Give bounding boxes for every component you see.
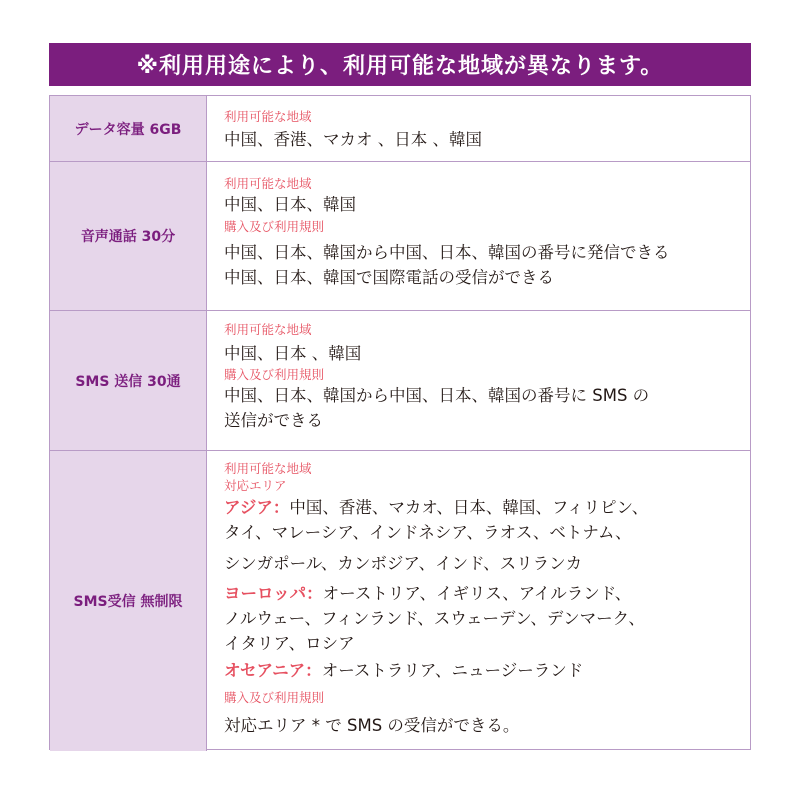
row-value-data <box>224 108 740 152</box>
purchase-rules-text: 中国、日本、韓国で国際電話の受信ができる <box>224 268 554 287</box>
region-europe-countries: イタリア、ロシア <box>224 634 355 653</box>
table-row-data <box>50 96 750 162</box>
available-region-label: 利用可能な地域 <box>224 322 312 337</box>
region-asia-countries: シンガポール、カンボジア、インド、スリランカ <box>224 554 583 573</box>
row-label-sms-send: SMS 送信 30通 <box>50 311 207 450</box>
supported-area-label: 対応エリア <box>224 478 287 493</box>
row-value-sms-receive <box>224 460 740 738</box>
region-asia <box>224 495 740 520</box>
table-row-sms-send <box>50 311 750 451</box>
row-label-sms-receive: SMS受信 無制限 <box>50 451 207 751</box>
region-europe <box>224 581 740 606</box>
available-region-text: 中国、香港、マカオ 、日本 、韓国 <box>224 130 482 149</box>
region-asia-heading: アジア： <box>224 498 290 517</box>
available-region-label: 利用可能な地域 <box>224 109 312 124</box>
row-value-voice <box>224 175 740 290</box>
region-europe-countries: オーストリア、イギリス、アイルランド、 <box>322 584 632 603</box>
usage-table <box>49 95 751 750</box>
row-label-voice: 音声通話 30分 <box>50 162 207 310</box>
purchase-rules-text: 送信ができる <box>224 411 323 430</box>
purchase-rules-label: 購入及び利用規則 <box>224 690 325 705</box>
available-region-label: 利用可能な地域 <box>224 176 312 191</box>
purchase-rules-text: 中国、日本、韓国から中国、日本、韓国の番号に発信できる <box>224 243 670 262</box>
table-row-sms-receive <box>50 451 750 751</box>
region-europe-countries: ノルウェー、フィンランド、スウェーデン、デンマーク、 <box>224 609 645 628</box>
region-oceania <box>224 658 740 683</box>
region-asia-countries: タイ、マレーシア、インドネシア、ラオス、ベトナム、 <box>224 523 632 542</box>
row-value-sms-send <box>224 321 740 433</box>
purchase-rules-label: 購入及び利用規則 <box>224 367 325 382</box>
region-asia-countries: 中国、香港、マカオ、日本、韓国、フィリピン、 <box>289 498 649 517</box>
region-europe-heading: ヨーロッパ： <box>224 584 323 603</box>
purchase-rules-label: 購入及び利用規則 <box>224 219 325 234</box>
row-label-data: データ容量 6GB <box>50 96 207 161</box>
region-oceania-heading: オセアニア： <box>224 661 322 680</box>
available-region-text: 中国、日本、韓国 <box>224 195 356 214</box>
region-oceania-countries: オーストラリア、ニュージーランド <box>321 661 584 680</box>
purchase-rules-text: 中国、日本、韓国から中国、日本、韓国の番号に SMS の <box>224 386 650 405</box>
notice-banner: ※利用用途により、利用可能な地域が異なります。 <box>49 43 751 86</box>
available-region-label: 利用可能な地域 <box>224 461 312 476</box>
available-region-text: 中国、日本 、韓国 <box>224 344 362 363</box>
purchase-rules-text: 対応エリア * で SMS の受信ができる。 <box>224 716 520 735</box>
table-row-voice <box>50 162 750 311</box>
